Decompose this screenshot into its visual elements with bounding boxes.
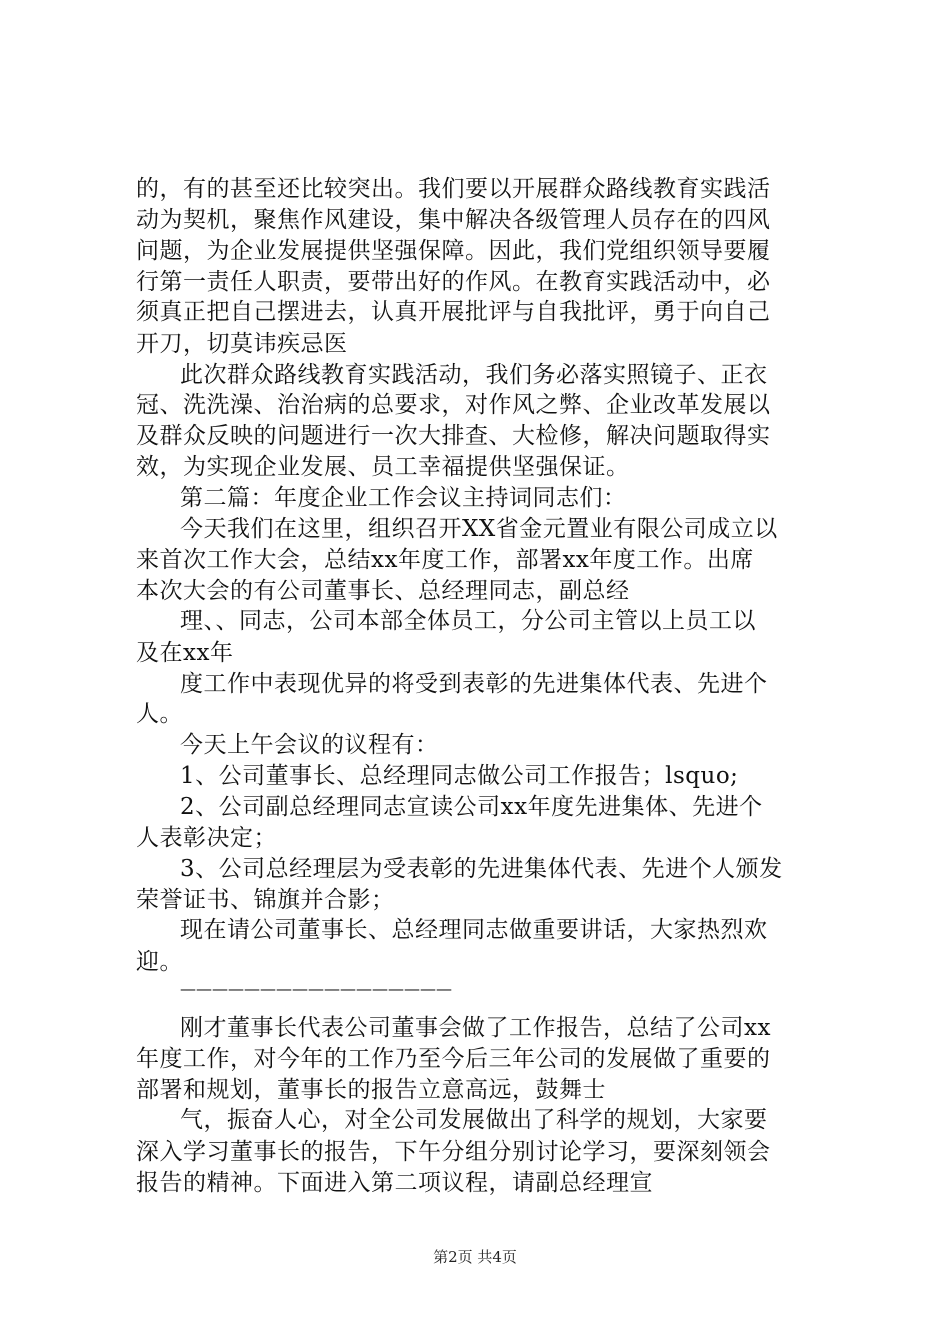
text-line: 报告的精神。下面进入第二项议程，请副总经理宣 [136,1170,653,1196]
text-line: 动为契机，聚焦作风建设，集中解决各级管理人员存在的四风 [136,207,771,233]
page-footer: 第2页 共4页 [433,1248,517,1266]
separator-line: ————————————————— [180,979,452,998]
text-line: 今天上午会议的议程有： [180,732,439,758]
text-line: 深入学习董事长的报告，下午分组分别讨论学习，要深刻领会 [136,1139,771,1165]
text-line: 及在xx年 [136,640,234,666]
text-line: 问题，为企业发展提供坚强保障。因此，我们党组织领导要履 [136,238,771,264]
text-line: 须真正把自己摆进去，认真开展批评与自我批评，勇于向自己 [136,299,771,325]
text-line: 人表彰决定； [136,825,277,851]
text-line: 现在请公司董事长、总经理同志做重要讲话，大家热烈欢 [180,917,768,943]
text-line: 冠、洗洗澡、治治病的总要求，对作风之弊、企业改革发展以 [136,392,771,418]
agenda-item: 1、公司董事长、总经理同志做公司工作报告；lsquo; [180,763,739,789]
text-line: 的，有的甚至还比较突出。我们要以开展群众路线教育实践活 [136,176,771,202]
agenda-item: 3、公司总经理层为受表彰的先进集体代表、先进个人颁发 [180,856,783,882]
text-line: 人。 [136,701,183,727]
section-heading: 第二篇：年度企业工作会议主持词同志们： [180,485,627,511]
text-line: 部署和规划，董事长的报告立意高远，鼓舞士 [136,1077,606,1103]
agenda-item: 2、公司副总经理同志宣读公司xx年度先进集体、先进个 [180,794,763,820]
text-line: 行第一责任人职责，要带出好的作风。在教育实践活动中，必 [136,269,771,295]
text-line: 开刀，切莫讳疾忌医 [136,331,348,357]
text-line: 此次群众路线教育实践活动，我们务必落实照镜子、正衣 [180,362,768,388]
text-line: 气，振奋人心，对全公司发展做出了科学的规划，大家要 [180,1107,768,1133]
text-line: 理、、同志，公司本部全体员工，分公司主管以上员工以 [180,608,756,634]
text-line: 及群众反映的问题进行一次大排查、大检修，解决问题取得实 [136,423,771,449]
text-line: 刚才董事长代表公司董事会做了工作报告，总结了公司xx [180,1015,771,1041]
text-line: 荣誉证书、锦旗并合影； [136,887,395,913]
text-line: 今天我们在这里，组织召开XX省金元置业有限公司成立以 [180,516,778,542]
text-line: 度工作中表现优异的将受到表彰的先进集体代表、先进个 [180,671,768,697]
text-line: 年度工作，对今年的工作乃至今后三年公司的发展做了重要的 [136,1046,771,1072]
text-line: 迎。 [136,949,183,975]
text-line: 来首次工作大会，总结xx年度工作，部署xx年度工作。出席 [136,547,754,573]
text-line: 效，为实现企业发展、员工幸福提供坚强保证。 [136,454,630,480]
text-line: 本次大会的有公司董事长、总经理同志，副总经 [136,578,630,604]
